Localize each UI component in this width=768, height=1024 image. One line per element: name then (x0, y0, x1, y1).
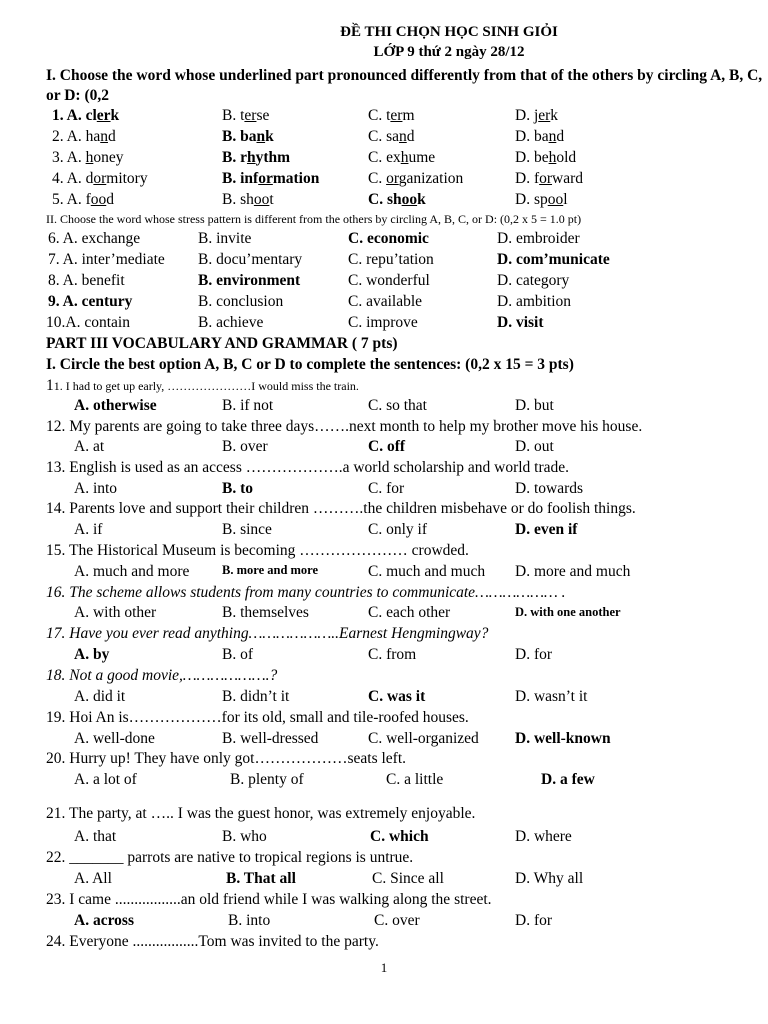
exam-title: ĐỀ THI CHỌN HỌC SINH GIỎI (340, 24, 558, 40)
option-a[interactable]: A. that (74, 828, 117, 845)
question-13: 13. English is used as an access ……………….a world scholarship and world trade. (46, 459, 570, 476)
option-b[interactable]: B. rhythm (222, 149, 291, 166)
option-d[interactable]: D. Why all (515, 870, 584, 887)
option-b[interactable]: B. since (222, 521, 272, 538)
option-a[interactable]: 5. A. food (52, 191, 115, 208)
option-a[interactable]: A. much and more (74, 563, 190, 580)
option-c[interactable]: C. much and much (368, 563, 486, 580)
option-d[interactable]: D. for (515, 646, 553, 663)
option-c[interactable]: C. Since all (372, 870, 444, 887)
question-21: 21. The party, at ….. I was the guest honor, was extremely enjoyable. (46, 805, 476, 822)
option-a[interactable]: 4. A. dormitory (52, 170, 148, 187)
option-a[interactable]: A. if (74, 521, 103, 538)
question-14: 14. Parents love and support their children ……….the children misbehave or do foolish things. (46, 500, 636, 517)
option-b[interactable]: B. themselves (222, 604, 309, 621)
option-c[interactable]: C. economic (348, 230, 429, 247)
option-d[interactable]: D. where (515, 828, 572, 845)
option-c[interactable]: C. repu’tation (348, 251, 434, 268)
option-d[interactable]: D. com’municate (497, 251, 610, 268)
option-c[interactable]: C. term (368, 107, 415, 124)
option-b[interactable]: B. over (222, 438, 268, 455)
option-d[interactable]: D. with one another (515, 605, 621, 619)
option-a[interactable]: 1. A. clerk (52, 107, 120, 124)
option-d[interactable]: D. visit (497, 314, 544, 331)
option-a[interactable]: 10.A. contain (46, 314, 130, 331)
option-a[interactable]: 6. A. exchange (48, 230, 141, 247)
question-17: 17. Have you ever read anything………………..Earnest Hengmingway? (46, 625, 489, 642)
option-d[interactable]: D. ambition (497, 293, 572, 310)
option-a[interactable]: A. across (74, 912, 134, 929)
option-d[interactable]: D. forward (515, 170, 584, 187)
question-11: 11. I had to get up early, …………………I would miss the train. (46, 377, 359, 394)
section1-heading: I. Choose the word whose underlined part pronounced differently from that of the others by circling A, B, C, or D: (0,2 (46, 67, 763, 104)
option-b[interactable]: B. achieve (198, 314, 264, 331)
option-b[interactable]: B. plenty of (230, 771, 304, 788)
option-a[interactable]: A. All (74, 870, 112, 887)
option-a[interactable]: 9. A. century (48, 293, 133, 310)
option-c[interactable]: C. wonderful (348, 272, 430, 289)
option-a[interactable]: A. did it (74, 688, 126, 705)
option-b[interactable]: B. well-dressed (222, 730, 319, 747)
option-c[interactable]: C. from (368, 646, 417, 663)
option-c[interactable]: C. off (368, 438, 406, 455)
exam-subtitle: LỚP 9 thứ 2 ngày 28/12 (373, 44, 525, 60)
section2-heading: II. Choose the word whose stress pattern is different from the others by circling A, B, C, or D: (0,2 x 5 = 1.0 pt) (46, 212, 582, 226)
option-b[interactable]: B. That all (226, 870, 296, 887)
option-d[interactable]: D. a few (541, 771, 595, 788)
option-c[interactable]: C. sand (368, 128, 415, 145)
question-22: 22. _______ parrots are native to tropical regions is untrue. (46, 849, 414, 866)
option-d[interactable]: D. out (515, 438, 554, 455)
option-b[interactable]: B. invite (198, 230, 252, 247)
question-15: 15. The Historical Museum is becoming ………………… crowded. (46, 542, 469, 559)
option-c[interactable]: C. which (370, 828, 429, 845)
option-c[interactable]: C. exhume (368, 149, 436, 166)
option-d[interactable]: D. more and much (515, 563, 631, 580)
option-d[interactable]: D. well-known (515, 730, 611, 747)
option-b[interactable]: B. environment (198, 272, 301, 289)
option-d[interactable]: D. embroider (497, 230, 580, 247)
question-12: 12. My parents are going to take three days…….next month to help my brother move his house. (46, 418, 643, 435)
option-b[interactable]: B. of (222, 646, 253, 663)
option-b[interactable]: B. shoot (222, 191, 274, 208)
option-a[interactable]: 7. A. inter’mediate (48, 251, 165, 268)
option-a[interactable]: A. by (74, 646, 110, 663)
option-a[interactable]: A. a lot of (74, 771, 137, 788)
option-b[interactable]: B. into (228, 912, 271, 929)
option-a[interactable]: A. otherwise (74, 397, 157, 414)
page-number: 1 (380, 960, 388, 975)
option-d[interactable]: D. spool (515, 191, 568, 208)
option-b[interactable]: B. bank (222, 128, 274, 145)
option-d[interactable]: D. for (515, 912, 553, 929)
option-c[interactable]: C. each other (368, 604, 451, 621)
option-b[interactable]: B. docu’mentary (198, 251, 303, 268)
question-18: 18. Not a good movie,……………….? (46, 667, 278, 684)
option-a[interactable]: A. at (74, 438, 105, 455)
option-a[interactable]: 3. A. honey (52, 149, 124, 166)
option-b[interactable]: B. didn’t it (222, 688, 290, 705)
option-d[interactable]: D. towards (515, 480, 584, 497)
option-a[interactable]: A. into (74, 480, 118, 497)
option-b[interactable]: B. conclusion (198, 293, 284, 310)
option-d[interactable]: D. jerk (515, 107, 559, 124)
option-c[interactable]: C. improve (348, 314, 418, 331)
question-23: 23. I came .................an old friend while I was walking along the street. (46, 891, 492, 908)
part3-heading: PART III VOCABULARY AND GRAMMAR ( 7 pts) (46, 335, 398, 352)
option-b[interactable]: B. terse (222, 107, 270, 124)
option-c[interactable]: C. a little (386, 771, 444, 788)
option-a[interactable]: A. with other (74, 604, 157, 621)
option-c[interactable]: C. shook (368, 191, 426, 208)
option-a[interactable]: A. well-done (74, 730, 155, 747)
option-d[interactable]: D. wasn’t it (515, 688, 588, 705)
option-c[interactable]: C. well-organized (368, 730, 479, 747)
option-d[interactable]: D. behold (515, 149, 577, 166)
option-c[interactable]: C. organization (368, 170, 464, 187)
option-d[interactable]: D. category (497, 272, 570, 289)
option-b[interactable]: B. if not (222, 397, 274, 414)
option-d[interactable]: D. but (515, 397, 554, 414)
option-c[interactable]: C. available (348, 293, 423, 310)
option-d[interactable]: D. band (515, 128, 565, 145)
option-b[interactable]: B. information (222, 170, 320, 187)
option-c[interactable]: C. so that (368, 397, 427, 414)
option-c[interactable]: C. was it (368, 688, 426, 705)
part3-subheading: I. Circle the best option A, B, C or D to complete the sentences: (0,2 x 15 = 3 pts) (46, 356, 574, 373)
option-b[interactable]: B. more and more (222, 563, 319, 577)
question-20: 20. Hurry up! They have only got………………seats left. (46, 750, 407, 767)
option-d[interactable]: D. even if (515, 521, 578, 538)
option-c[interactable]: C. only if (368, 521, 427, 538)
option-a[interactable]: 2. A. hand (52, 128, 116, 145)
option-b[interactable]: B. to (222, 480, 253, 497)
option-a[interactable]: 8. A. benefit (48, 272, 125, 289)
option-c[interactable]: C. over (374, 912, 420, 929)
option-b[interactable]: B. who (222, 828, 267, 845)
option-c[interactable]: C. for (368, 480, 405, 497)
question-16: 16. The scheme allows students from many countries to communicate……………… . (46, 584, 566, 601)
question-24: 24. Everyone .................Tom was invited to the party. (46, 933, 379, 950)
question-19: 19. Hoi An is………………for its old, small and tile-roofed houses. (46, 709, 469, 726)
